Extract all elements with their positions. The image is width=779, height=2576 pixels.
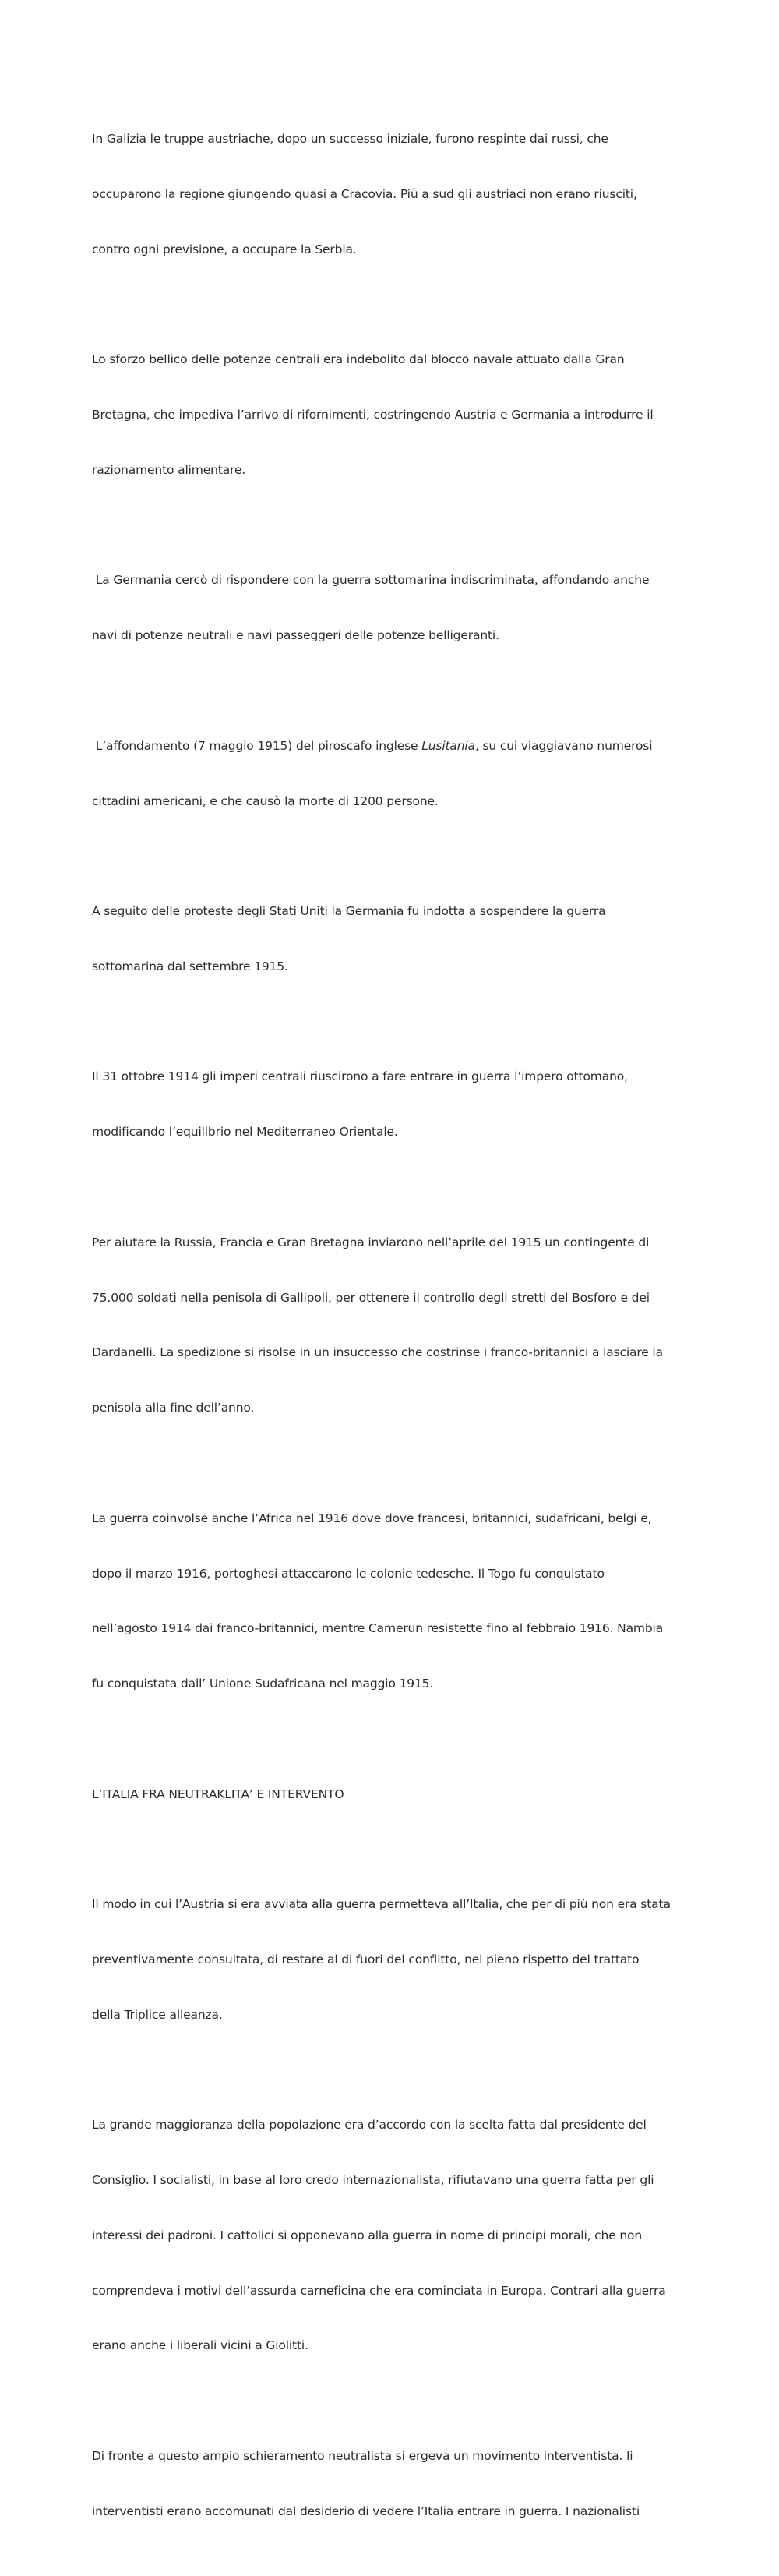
text-run: , su cui viaggiavano numerosi	[474, 738, 653, 753]
text-line: Di fronte a questo ampio schieramento neutralista si ergeva un movimento interventista. li	[92, 2449, 633, 2463]
section-heading	[92, 1748, 700, 1840]
text-line: occuparono la regione giungendo quasi a Cracovia. Più a sud gli austriaci non erano riusciti,	[92, 186, 637, 201]
text-line: 75.000 soldati nella penisola di Gallipoli, per ottenere il controllo degli stretti del Bosforo e dei	[92, 1290, 650, 1305]
text-line: Per aiutare la Russia, Francia e Gran Bretagna inviarono nell’aprile del 1915 un contingente di	[92, 1235, 650, 1249]
paragraph-galizia	[92, 94, 700, 296]
text-line: nell’agosto 1914 dai franco-britannici, mentre Camerun resistette fino al febbraio 1916. Nambia	[92, 1621, 664, 1636]
paragraph-impero-ottomano	[92, 1031, 700, 1178]
document-page	[92, 94, 700, 2576]
text-line	[92, 737, 700, 756]
text-line: A seguito delle proteste degli Stati Uniti la Germania fu indotta a sospendere la guerra	[92, 904, 606, 919]
text-line: Bretagna, che impediva l’arrivo di rifornimenti, costringendo Austria e Germania a introdurre il	[92, 408, 654, 422]
text-line: Consiglio. I socialisti, in base al loro credo internazionalista, rifiutavano una guerra fatta per gli	[92, 2173, 654, 2188]
heading-text: L’ITALIA FRA NEUTRAKLITA’ E INTERVENTO	[92, 1786, 344, 1801]
paragraph-stati-uniti	[92, 866, 700, 1013]
paragraph-africa	[92, 1473, 700, 1730]
paragraph-interventisti	[92, 2411, 700, 2558]
ship-name-italic: Lusitania	[421, 738, 475, 753]
paragraph-austria-italia	[92, 1859, 700, 2062]
text-line: interessi dei padroni. I cattolici si opponevano alla guerra in nome di principi morali, che non	[92, 2228, 643, 2242]
text-line: Il 31 ottobre 1914 gli imperi centrali riuscirono a fare entrare in guerra l’impero ottomano,	[92, 1069, 628, 1084]
text-line: In Galizia le truppe austriache, dopo un successo iniziale, furono respinte dai russi, che	[92, 132, 608, 147]
paragraph-blocco-navale	[92, 314, 700, 517]
text-line: preventivamente consultata, di restare al di fuori del conflitto, nel pieno rispetto del trattato	[92, 1952, 640, 1966]
text-line: La grande maggioranza della popolazione era d’accordo con la scelta fatta dal presidente del	[92, 2118, 647, 2133]
paragraph-neutralisti	[92, 2080, 700, 2392]
text-line: La guerra coinvolse anche l’Africa nel 1916 dove dove francesi, britannici, sudafricani, belgi e,	[92, 1511, 652, 1525]
paragraph-guerra-sottomarina	[92, 535, 700, 682]
text-line: erano anche i liberali vicini a Giolitti.	[92, 2338, 308, 2353]
paragraph-lusitania	[92, 701, 700, 848]
text-line: penisola alla fine dell’anno.	[92, 1401, 255, 1415]
text-line: interventisti erano accomunati dal desiderio di vedere l’Italia entrare in guerra. I nazionalisti	[92, 2504, 640, 2518]
text-line: sottomarina dal settembre 1915.	[92, 959, 288, 974]
text-line: cittadini americani, e che causò la morte di 1200 persone.	[92, 793, 439, 808]
text-line: contro ogni previsione, a occupare la Serbia.	[92, 242, 357, 256]
paragraph-gallipoli	[92, 1197, 700, 1454]
text-line: Lo sforzo bellico delle potenze centrali era indebolito dal blocco navale attuato dalla Gran	[92, 352, 625, 367]
text-line: La Germania cercò di rispondere con la guerra sottomarina indiscriminata, affondando anche	[92, 573, 650, 588]
text-line: della Triplice alleanza.	[92, 2007, 223, 2022]
text-run: L’affondamento (7 maggio 1915) del piroscafo inglese	[92, 738, 422, 753]
text-line: modificando l’equilibrio nel Mediterraneo Orientale.	[92, 1125, 398, 1140]
text-line: Dardanelli. La spedizione si risolse in un insuccesso che costrinse i franco-britannici a lasciare la	[92, 1345, 663, 1360]
text-line: fu conquistata dall’ Unione Sudafricana nel maggio 1915.	[92, 1677, 434, 1691]
text-line: comprendeva i motivi dell’assurda carneficina che era cominciata in Europa. Contrari alla guerra	[92, 2283, 666, 2298]
text-line: dopo il marzo 1916, portoghesi attaccarono le colonie tedesche. Il Togo fu conquistato	[92, 1566, 605, 1581]
text-line: Il modo in cui l’Austria si era avviata alla guerra permetteva all’Italia, che per di più non era stata	[92, 1897, 671, 1912]
text-line: navi di potenze neutrali e navi passeggeri delle potenze belligeranti.	[92, 628, 499, 643]
text-line: razionamento alimentare.	[92, 462, 246, 477]
